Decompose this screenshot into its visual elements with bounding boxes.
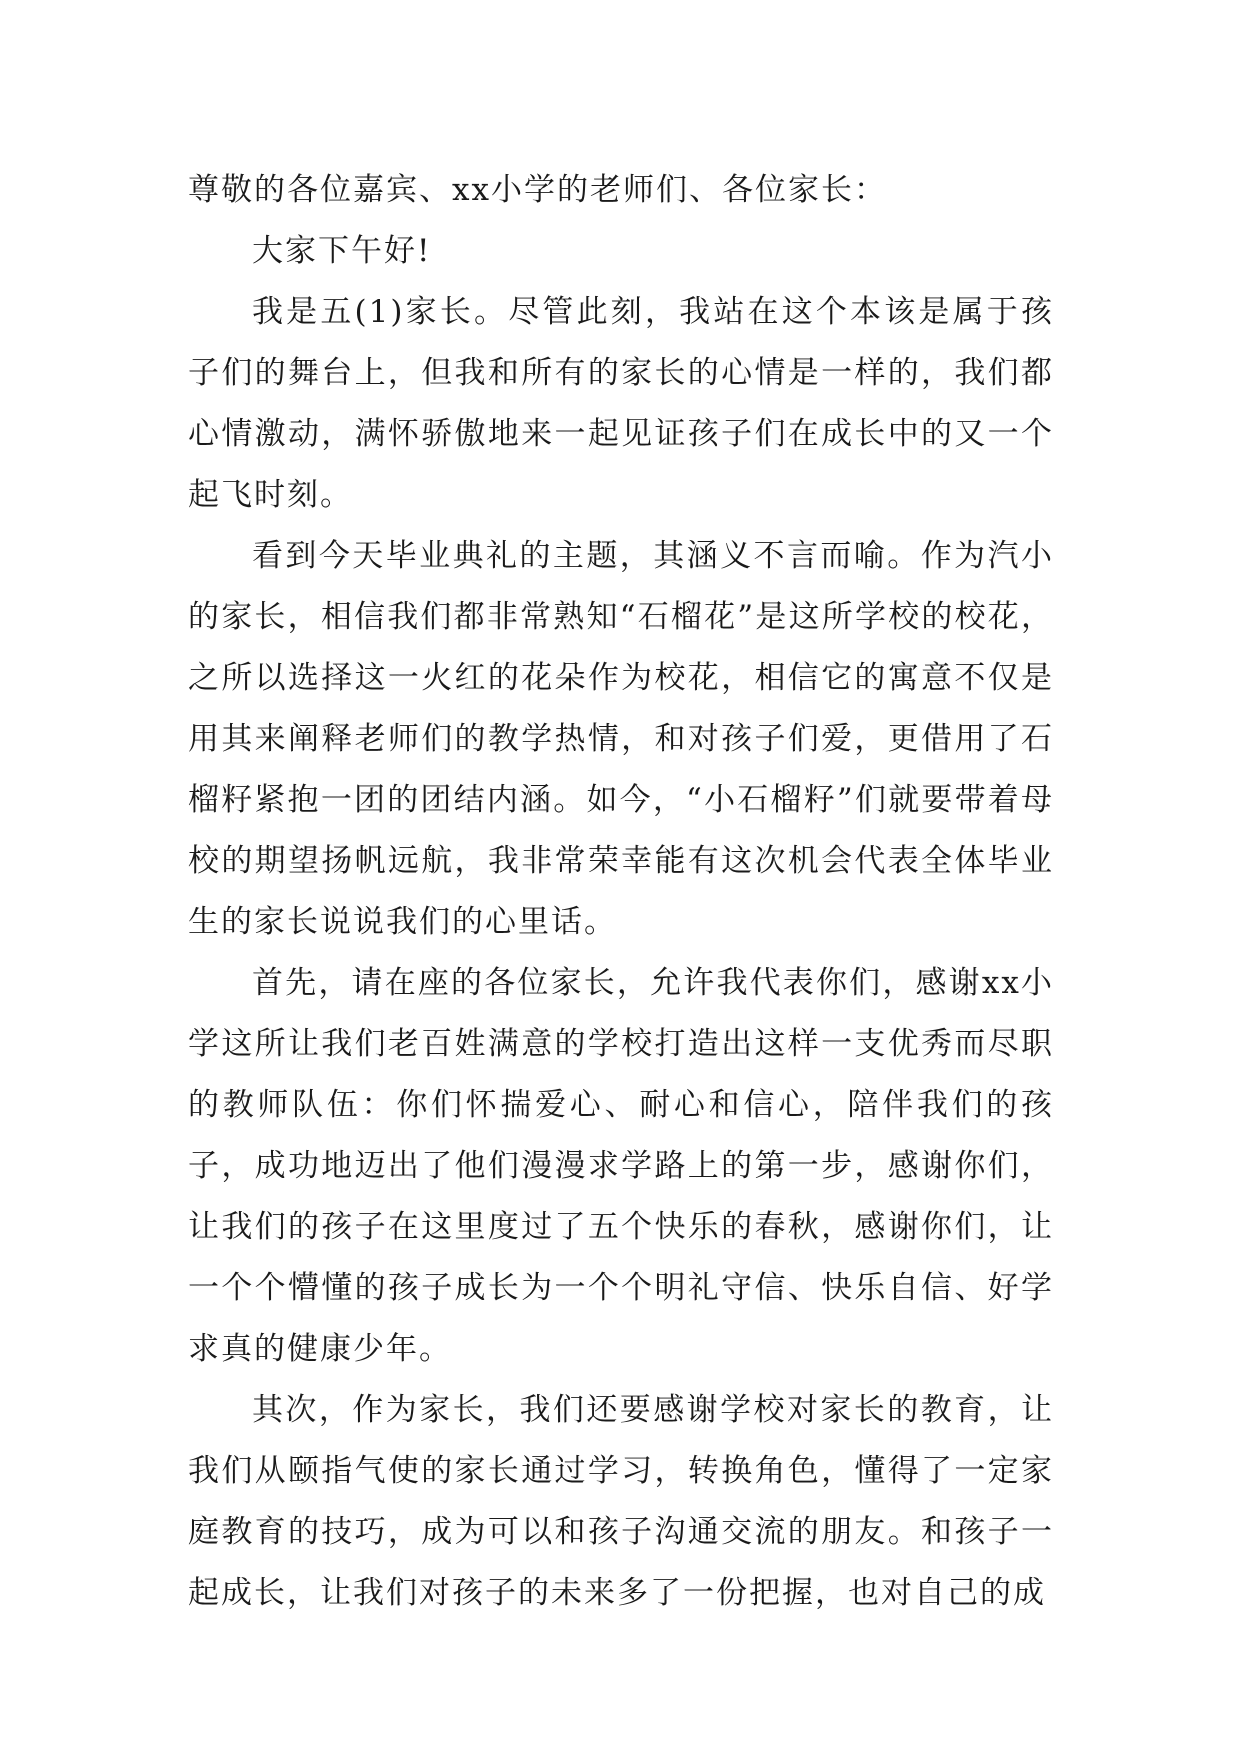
speech-body <box>188 160 1054 1624</box>
paragraph-thanks-teachers: 首先，请在座的各位家长，允许我代表你们，感谢xx小学这所让我们老百姓满意的学校打造出这样一支优秀而尽职的教师队伍：你们怀揣爱心、耐心和信心，陪伴我们的孩子，成功地迈出了他们漫漫求学路上的第一步，感谢你们，让我们的孩子在这里度过了五个快乐的春秋，感谢你们，让一个个懵懂的孩子成长为一个个明礼守信、快乐自信、好学求真的健康少年。 <box>188 965 1054 1367</box>
paragraph-thanks-school: 其次，作为家长，我们还要感谢学校对家长的教育，让我们从颐指气使的家长通过学习，转换角色，懂得了一定家庭教育的技巧，成为可以和孩子沟通交流的朋友。和孩子一起成长，让我们对孩子的未来多了一份把握，也对自己的成 <box>188 1392 1054 1611</box>
paragraph-theme: 看到今天毕业典礼的主题，其涵义不言而喻。作为汽小的家长，相信我们都非常熟知“石榴花”是这所学校的校花，之所以选择这一火红的花朵作为校花，相信它的寓意不仅是用其来阐释老师们的教学热情，和对孩子们爱，更借用了石榴籽紧抱一团的团结内涵。如今，“小石榴籽”们就要带着母校的期望扬帆远航，我非常荣幸能有这次机会代表全体毕业生的家长说说我们的心里话。 <box>188 538 1054 940</box>
paragraph-introduction: 我是五(1)家长。尽管此刻，我站在这个本该是属于孩子们的舞台上，但我和所有的家长的心情是一样的，我们都心情激动，满怀骄傲地来一起见证孩子们在成长中的又一个起飞时刻。 <box>188 294 1054 513</box>
salutation: 尊敬的各位嘉宾、xx小学的老师们、各位家长： <box>188 172 887 208</box>
paragraph-greeting: 大家下午好! <box>252 233 432 269</box>
